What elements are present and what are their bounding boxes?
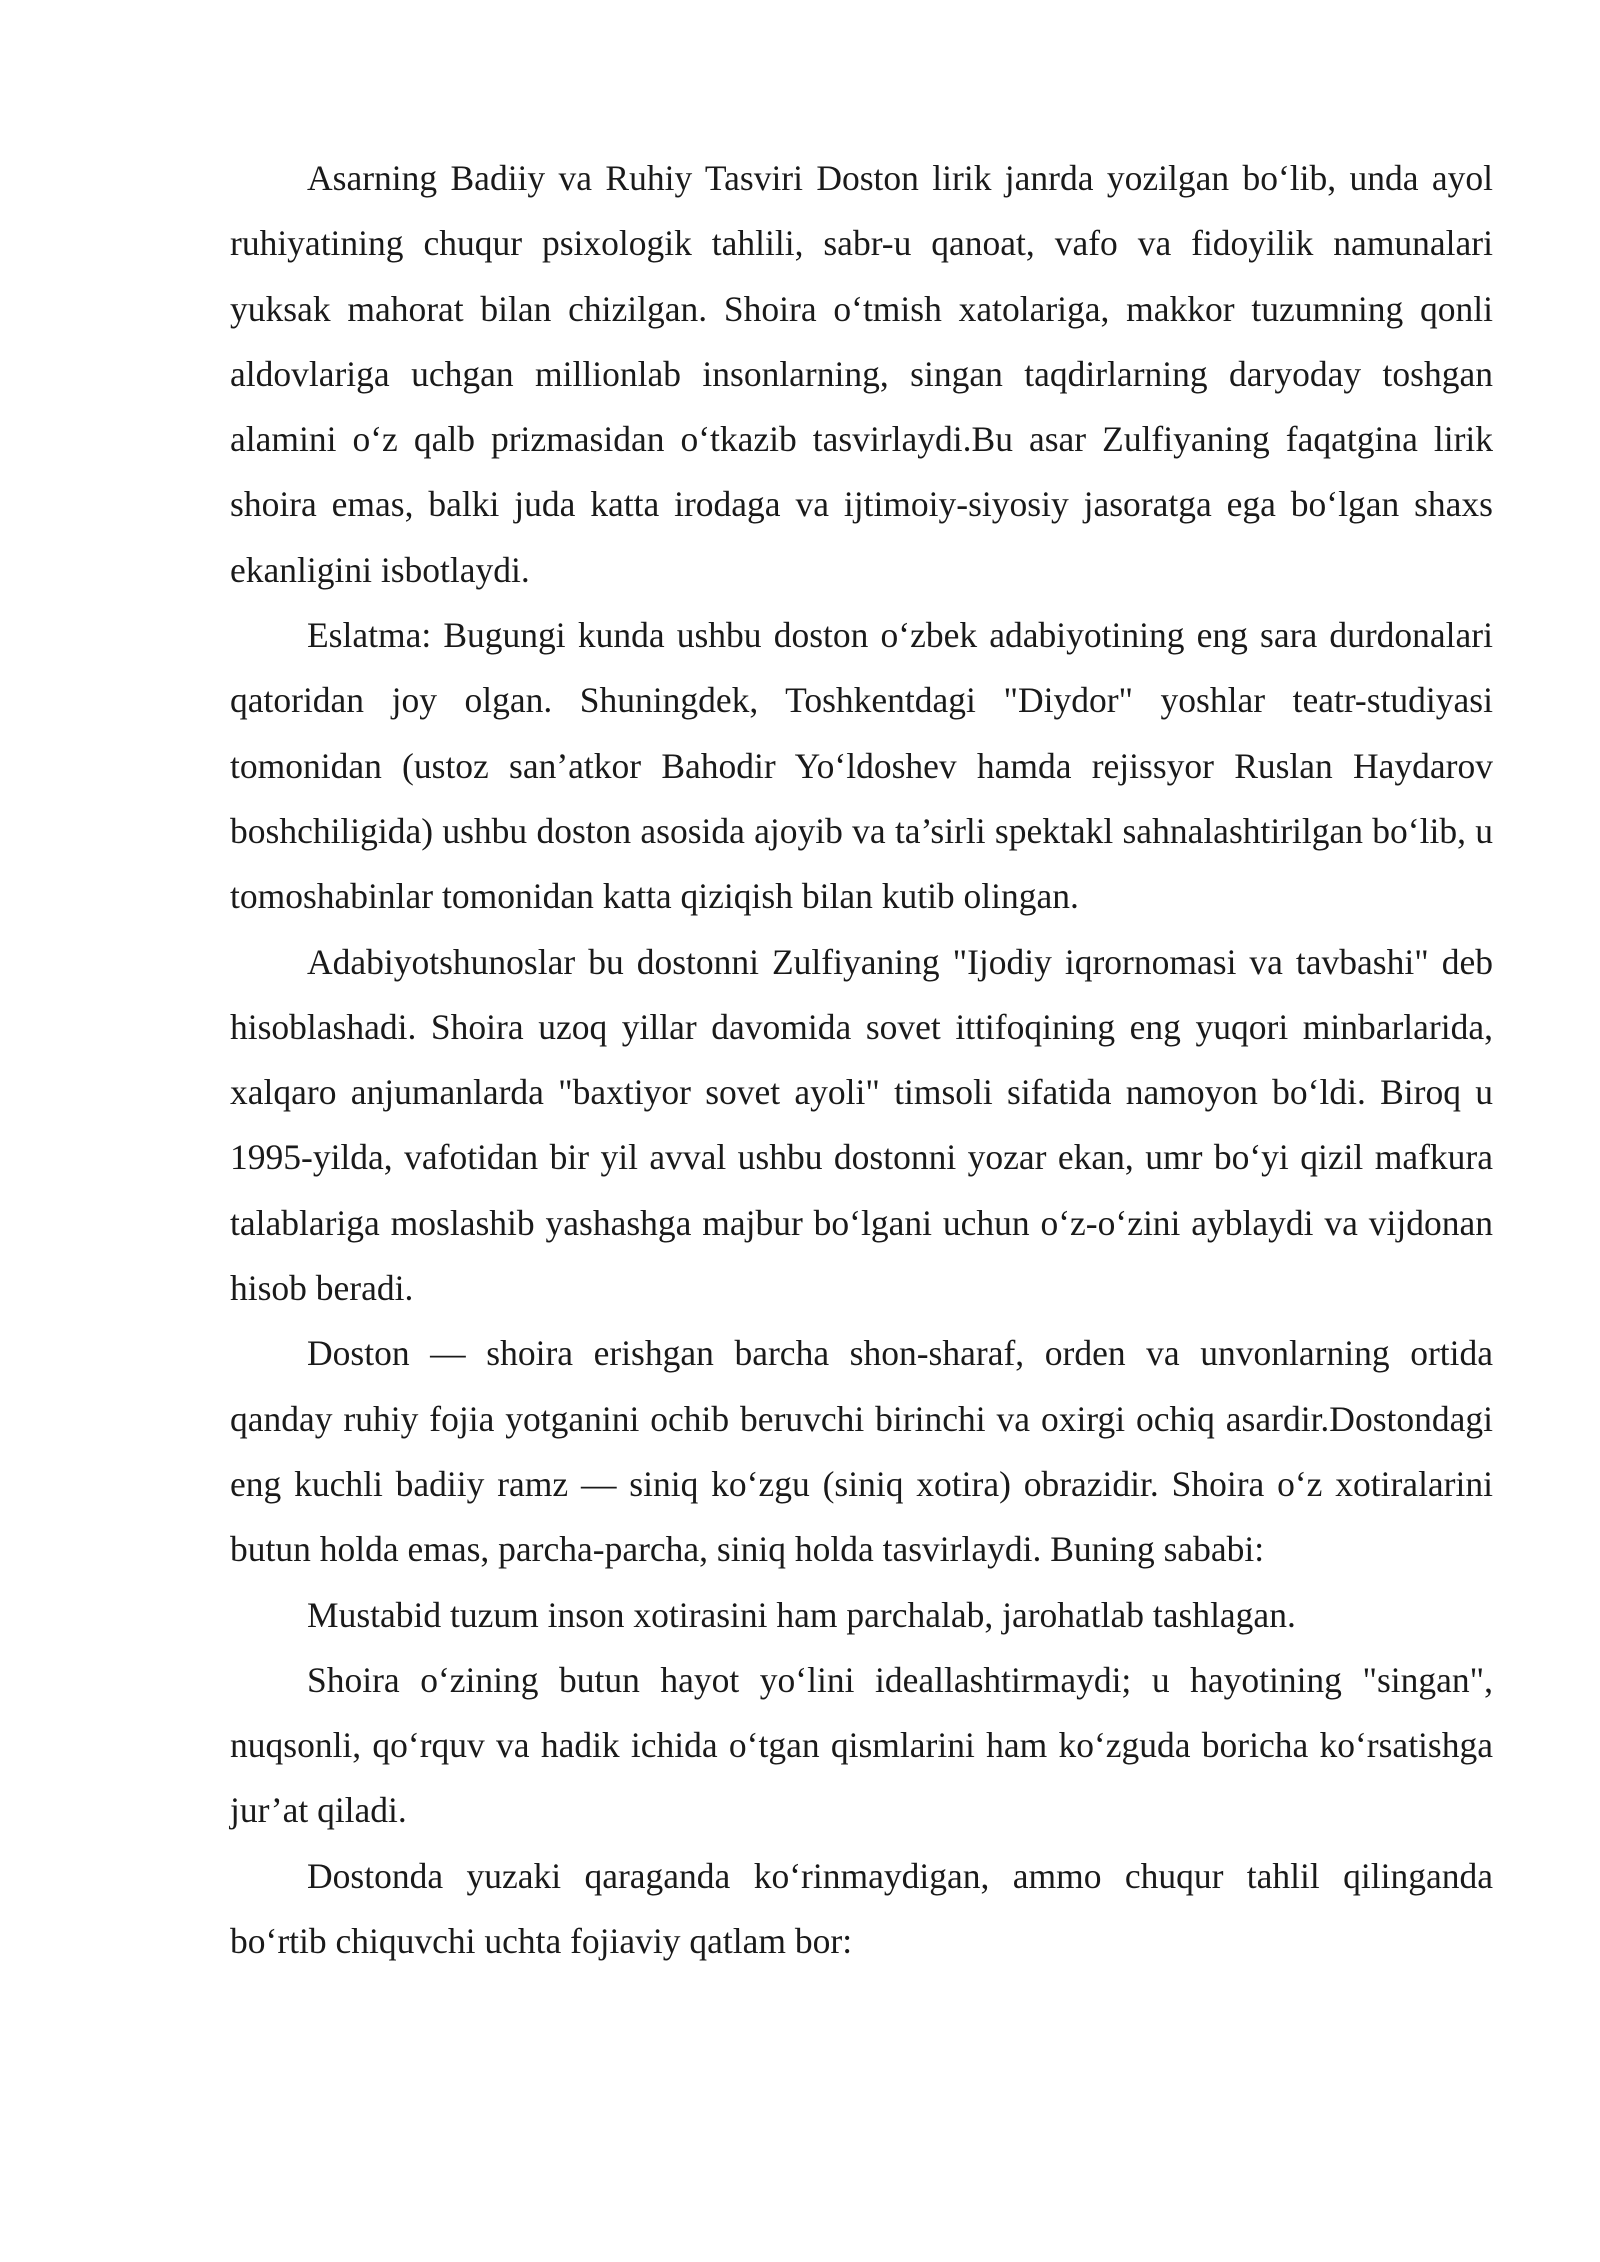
paragraph-reason-one: Mustabid tuzum inson xotirasini ham parchalab, jarohatlab tashlagan.: [307, 1594, 1296, 1635]
paragraph-literary-critics: Adabiyotshunoslar bu dostonni Zulfiyaning "Ijodiy iqrornomasi va tavbashi" deb hisoblashadi. Shoira uzoq yillar davomida sovet ittifoqining eng yuqori minbarlarida, xalqaro anjumanlarda "baxtiyor sovet ayoli" timsoli sifatida namoyon bo‘ldi. Biroq u 1995-yilda, vafotidan bir yil avval ushbu dostonni yozar ekan, umr bo‘yi qizil mafkura talablariga moslashib yashashga majbur bo‘lgani uchun o‘z-o‘zini ayblaydi va vijdonan hisob beradi.: [230, 941, 1493, 1309]
paragraph-note: Eslatma: Bugungi kunda ushbu doston o‘zbek adabiyotining eng sara durdonalari qatoridan joy olgan. Shuningdek, Toshkentdagi "Diydor" yoshlar teatr-studiyasi tomonidan (ustoz san’atkor Bahodir Yo‘ldoshev hamda rejissyor Ruslan Haydarov boshchiligida) ushbu doston asosida ajoyib va ta’sirli spektakl sahnalashtirilgan bo‘lib, u tomoshabinlar tomonidan katta qiziqish bilan kutib olingan.: [230, 615, 1493, 917]
paragraph-artistic-description: Asarning Badiiy va Ruhiy Tasviri Doston lirik janrda yozilgan bo‘lib, unda ayol ruhiyatining chuqur psixologik tahlili, sabr-u qanoat, vafo va fidoyilik namunalari yuksak mahorat bilan chizilgan. Shoira o‘tmish xatolariga, makkor tuzumning qonli aldovlariga uchgan millionlab insonlarning, singan taqdirlarning daryoday toshgan alamini o‘z qalb prizmasidan o‘tkazib tasvirlaydi.Bu asar Zulfiyaning faqatgina lirik shoira emas, balki juda katta irodaga va ijtimoiy-siyosiy jasoratga ega bo‘lgan shaxs ekanligini isbotlaydi.: [230, 158, 1493, 590]
paragraph-tragic-layers: Dostonda yuzaki qaraganda ko‘rinmaydigan, ammo chuqur tahlil qilinganda bo‘rtib chiquvchi uchta fojiaviy qatlam bor:: [230, 1855, 1493, 1962]
paragraph-reason-two: Shoira o‘zining butun hayot yo‘lini ideallashtirmaydi; u hayotining "singan", nuqsonli, qo‘rquv va hadik ichida o‘tgan qismlarini ham ko‘zguda boricha ko‘rsatishga jur’at qiladi.: [230, 1659, 1493, 1831]
paragraph-broken-mirror: Doston — shoira erishgan barcha shon-sharaf, orden va unvonlarning ortida qanday ruhiy fojia yotganini ochib beruvchi birinchi va oxirgi ochiq asardir.Dostondagi eng kuchli badiiy ramz — siniq ko‘zgu (siniq xotira) obrazidir. Shoira o‘z xotiralarini butun holda emas, parcha-parcha, siniq holda tasvirlaydi. Buning sababi:: [230, 1333, 1493, 1570]
document-body: [230, 146, 1493, 1974]
